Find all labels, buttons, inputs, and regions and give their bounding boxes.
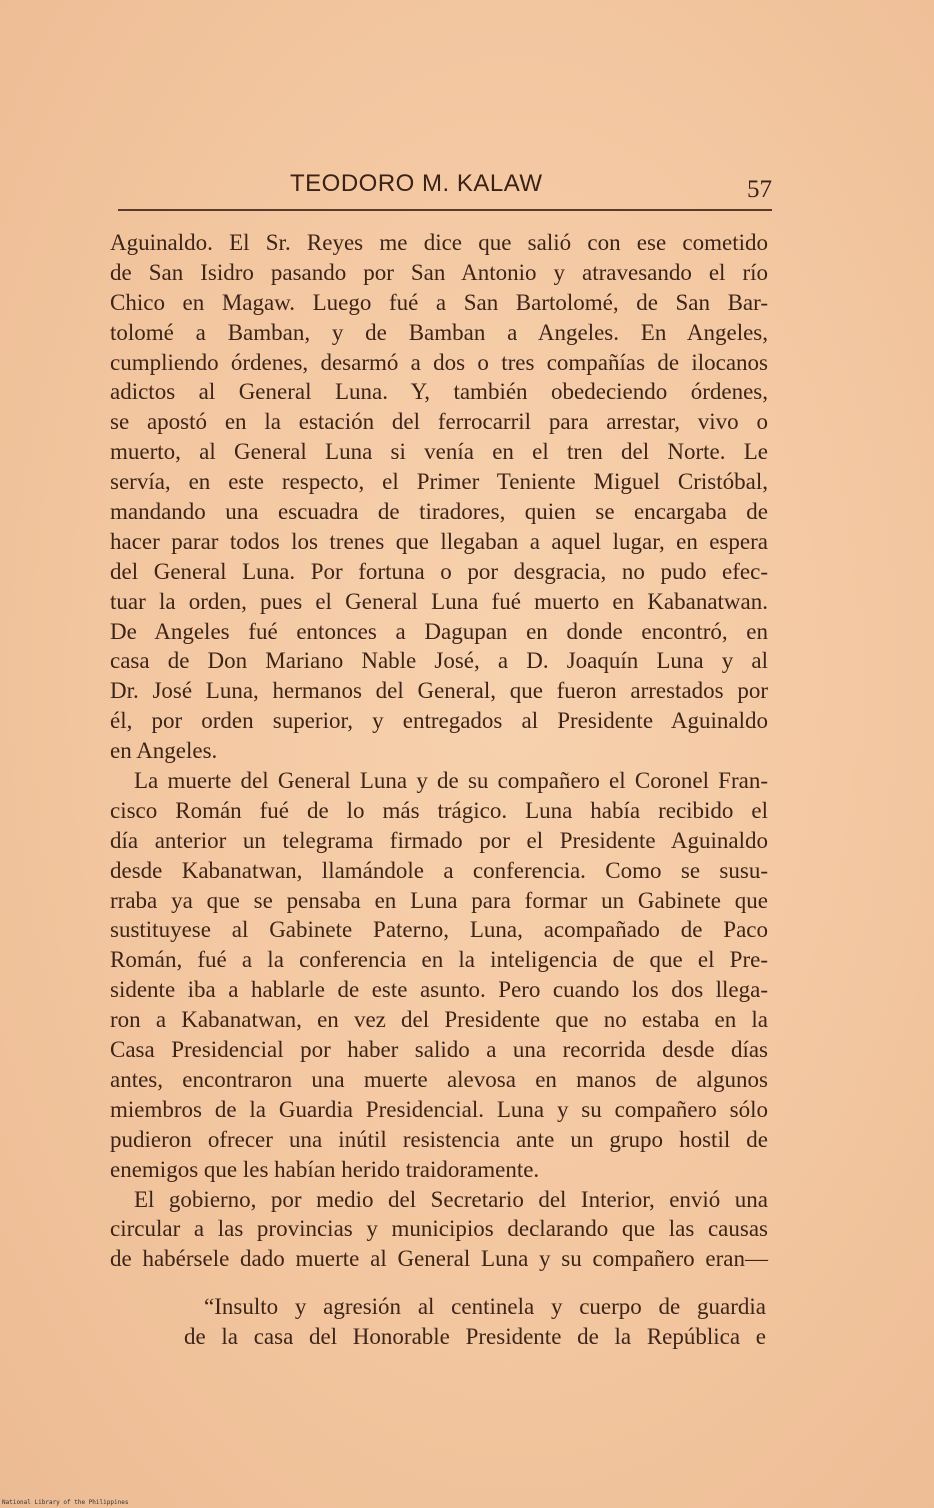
text-line: De Angeles fué entonces a Dagupan en donde encontró, en: [110, 618, 768, 644]
running-title: TEODORO M. KALAW: [290, 170, 543, 197]
text-line: en Angeles.: [110, 738, 218, 764]
text-line: él, por orden superior, y entregados al Presidente Aguinaldo: [110, 708, 768, 734]
text-line: hacer parar todos los trenes que llegaban a aquel lugar, en espera: [110, 528, 768, 554]
text-line: muerto, al General Luna si venía en el tren del Norte. Le: [110, 439, 768, 465]
block-quote: [184, 1292, 766, 1352]
text-line: se apostó en la estación del ferrocarril para arrestar, vivo o: [110, 409, 768, 435]
text-line: desde Kabanatwan, llamándole a conferencia. Como se susu-: [110, 857, 768, 883]
text-line: mandando una escuadra de tiradores, quien se encargaba de: [110, 499, 768, 525]
quote-line: de la casa del Honorable Presidente de la República e: [184, 1323, 766, 1349]
page-number: 57: [747, 176, 772, 203]
text-line: cisco Román fué de lo más trágico. Luna había recibido el: [110, 797, 768, 823]
text-line: Aguinaldo. El Sr. Reyes me dice que salió con ese cometido: [110, 230, 768, 255]
text-line: tolomé a Bamban, y de Bamban a Angeles. En Angeles,: [110, 319, 768, 345]
paragraph-start-line: El gobierno, por medio del Secretario del Interior, envió una: [134, 1186, 768, 1212]
text-line: enemigos que les habían herido traidoramente.: [110, 1156, 540, 1182]
text-line: pudieron ofrecer una inútil resistencia ante un grupo hostil de: [110, 1126, 768, 1152]
text-line: adictos al General Luna. Y, también obedeciendo órdenes,: [110, 379, 768, 405]
text-line: cumpliendo órdenes, desarmó a dos o tres compañías de ilocanos: [110, 349, 768, 375]
text-line: sustituyese al Gabinete Paterno, Luna, acompañado de Paco: [110, 917, 768, 943]
text-line: Dr. José Luna, hermanos del General, que fueron arrestados por: [110, 678, 768, 704]
text-line: del General Luna. Por fortuna o por desgracia, no pudo efec-: [110, 558, 768, 584]
text-line: de habérsele dado muerte al General Luna y su compañero eran—: [110, 1246, 768, 1272]
text-line: día anterior un telegrama firmado por el Presidente Aguinaldo: [110, 827, 768, 853]
paragraph-start-line: La muerte del General Luna y de su compañero el Coronel Fran-: [134, 768, 768, 794]
header-rule: [118, 209, 772, 211]
footer-credit: National Library of the Philippines: [2, 1499, 129, 1506]
text-line: tuar la orden, pues el General Luna fué muerto en Kabanatwan.: [110, 588, 768, 614]
text-line: circular a las provincias y municipios declarando que las causas: [110, 1216, 768, 1242]
text-line: ron a Kabanatwan, en vez del Presidente que no estaba en la: [110, 1007, 768, 1033]
text-line: servía, en este respecto, el Primer Teniente Miguel Cristóbal,: [110, 469, 768, 495]
text-line: miembros de la Guardia Presidencial. Luna y su compañero sólo: [110, 1096, 768, 1122]
body-text: [110, 228, 768, 1274]
quote-line: “Insulto y agresión al centinela y cuerpo de guardia: [204, 1294, 766, 1319]
text-line: Román, fué a la conferencia en la inteligencia de que el Pre-: [110, 947, 768, 973]
page-header: [118, 168, 774, 208]
text-line: casa de Don Mariano Nable José, a D. Joaquín Luna y al: [110, 648, 768, 674]
text-line: antes, encontraron una muerte alevosa en manos de algunos: [110, 1066, 768, 1092]
text-line: de San Isidro pasando por San Antonio y atravesando el río: [110, 259, 768, 285]
text-line: rraba ya que se pensaba en Luna para formar un Gabinete que: [110, 887, 768, 913]
text-line: Casa Presidencial por haber salido a una recorrida desde días: [110, 1037, 768, 1063]
text-line: Chico en Magaw. Luego fué a San Bartolomé, de San Bar-: [110, 289, 768, 315]
text-line: sidente iba a hablarle de este asunto. Pero cuando los dos llega-: [110, 977, 768, 1003]
